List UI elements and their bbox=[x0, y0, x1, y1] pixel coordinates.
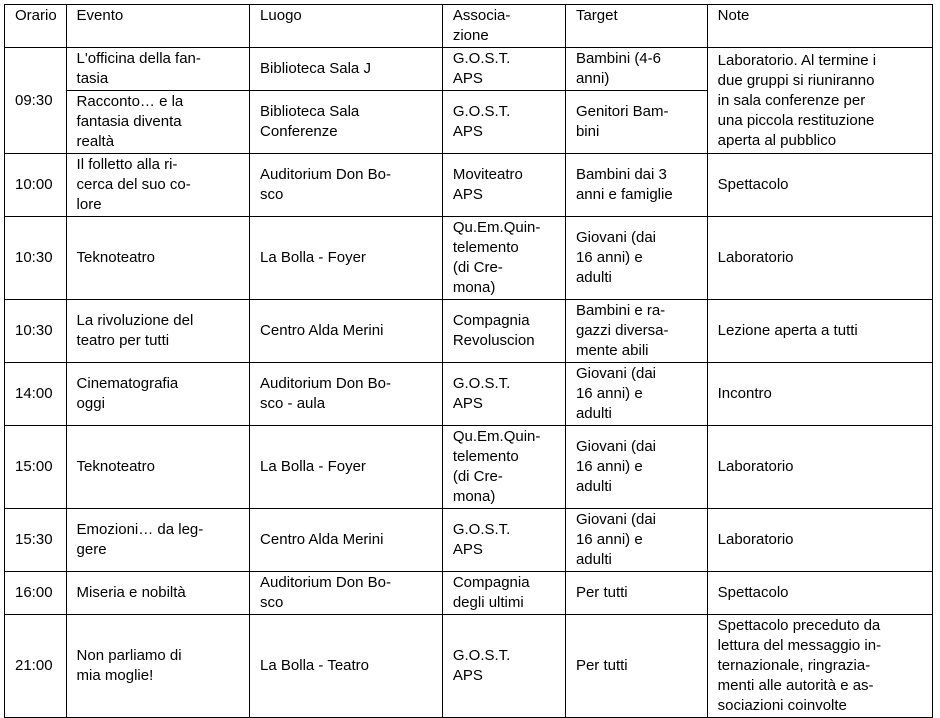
table-row bbox=[5, 154, 933, 217]
cell-event: L'officina della fan- tasia bbox=[66, 48, 250, 91]
cell-time: 10:00 bbox=[5, 154, 67, 217]
table-row bbox=[5, 572, 933, 615]
cell-note: Laboratorio bbox=[707, 509, 932, 572]
cell-assoc: Qu.Em.Quin- telemento (di Cre- mona) bbox=[442, 217, 565, 300]
table-row bbox=[5, 363, 933, 426]
table-row bbox=[5, 300, 933, 363]
cell-time: 10:30 bbox=[5, 217, 67, 300]
cell-note: Spettacolo bbox=[707, 572, 932, 615]
cell-note: Spettacolo bbox=[707, 154, 932, 217]
table-row bbox=[5, 615, 933, 718]
cell-event: Racconto… e la fantasia diventa realtà bbox=[66, 91, 250, 154]
cell-assoc: Compagnia Revoluscion bbox=[442, 300, 565, 363]
cell-target: Genitori Bam- bini bbox=[565, 91, 707, 154]
cell-place: Biblioteca Sala J bbox=[250, 48, 443, 91]
table-row bbox=[5, 217, 933, 300]
table-row bbox=[5, 509, 933, 572]
cell-assoc: Moviteatro APS bbox=[442, 154, 565, 217]
cell-assoc: G.O.S.T. APS bbox=[442, 615, 565, 718]
cell-assoc: Compagnia degli ultimi bbox=[442, 572, 565, 615]
cell-place: Auditorium Don Bo- sco - aula bbox=[250, 363, 443, 426]
cell-place: La Bolla - Teatro bbox=[250, 615, 443, 718]
header-row bbox=[5, 5, 933, 48]
cell-place: La Bolla - Foyer bbox=[250, 217, 443, 300]
cell-event: Emozioni… da leg- gere bbox=[66, 509, 250, 572]
cell-assoc: G.O.S.T. APS bbox=[442, 91, 565, 154]
cell-place: La Bolla - Foyer bbox=[250, 426, 443, 509]
cell-time: 21:00 bbox=[5, 615, 67, 718]
cell-place: Auditorium Don Bo- sco bbox=[250, 572, 443, 615]
cell-target: Giovani (dai 16 anni) e adulti bbox=[565, 217, 707, 300]
cell-event: Teknoteatro bbox=[66, 217, 250, 300]
header-target: Target bbox=[565, 5, 707, 48]
cell-target: Per tutti bbox=[565, 615, 707, 718]
cell-event: La rivoluzione del teatro per tutti bbox=[66, 300, 250, 363]
cell-time: 15:00 bbox=[5, 426, 67, 509]
header-orario: Orario bbox=[5, 5, 67, 48]
cell-assoc: G.O.S.T. APS bbox=[442, 363, 565, 426]
table-row bbox=[5, 48, 933, 91]
cell-event: Non parliamo di mia moglie! bbox=[66, 615, 250, 718]
cell-place: Centro Alda Merini bbox=[250, 509, 443, 572]
cell-target: Per tutti bbox=[565, 572, 707, 615]
cell-assoc: G.O.S.T. APS bbox=[442, 509, 565, 572]
cell-target: Giovani (dai 16 anni) e adulti bbox=[565, 363, 707, 426]
cell-place: Auditorium Don Bo- sco bbox=[250, 154, 443, 217]
cell-time: 09:30 bbox=[5, 48, 67, 154]
cell-note: Laboratorio bbox=[707, 217, 932, 300]
cell-note: Laboratorio bbox=[707, 426, 932, 509]
cell-note: Lezione aperta a tutti bbox=[707, 300, 932, 363]
cell-event: Il folletto alla ri- cerca del suo co- lore bbox=[66, 154, 250, 217]
header-note: Note bbox=[707, 5, 932, 48]
header-evento: Evento bbox=[66, 5, 250, 48]
cell-time: 14:00 bbox=[5, 363, 67, 426]
cell-assoc: Qu.Em.Quin- telemento (di Cre- mona) bbox=[442, 426, 565, 509]
cell-target: Bambini dai 3 anni e famiglie bbox=[565, 154, 707, 217]
cell-time: 15:30 bbox=[5, 509, 67, 572]
cell-note: Incontro bbox=[707, 363, 932, 426]
cell-place: Centro Alda Merini bbox=[250, 300, 443, 363]
cell-note: Laboratorio. Al termine i due gruppi si riuniranno in sala conferenze per una piccola restituzione aperta al pubblico bbox=[707, 48, 932, 154]
cell-time: 16:00 bbox=[5, 572, 67, 615]
cell-target: Giovani (dai 16 anni) e adulti bbox=[565, 426, 707, 509]
header-associazione: Associa- zione bbox=[442, 5, 565, 48]
schedule-table bbox=[4, 4, 933, 718]
cell-event: Cinematografia oggi bbox=[66, 363, 250, 426]
cell-target: Bambini (4-6 anni) bbox=[565, 48, 707, 91]
cell-assoc: G.O.S.T. APS bbox=[442, 48, 565, 91]
header-luogo: Luogo bbox=[250, 5, 443, 48]
cell-event: Teknoteatro bbox=[66, 426, 250, 509]
cell-place: Biblioteca Sala Conferenze bbox=[250, 91, 443, 154]
cell-time: 10:30 bbox=[5, 300, 67, 363]
cell-event: Miseria e nobiltà bbox=[66, 572, 250, 615]
table-row bbox=[5, 426, 933, 509]
cell-target: Bambini e ra- gazzi diversa- mente abili bbox=[565, 300, 707, 363]
cell-target: Giovani (dai 16 anni) e adulti bbox=[565, 509, 707, 572]
cell-note: Spettacolo preceduto da lettura del messaggio in- ternazionale, ringrazia- menti alle autorità e as- sociazioni coinvolte bbox=[707, 615, 932, 718]
